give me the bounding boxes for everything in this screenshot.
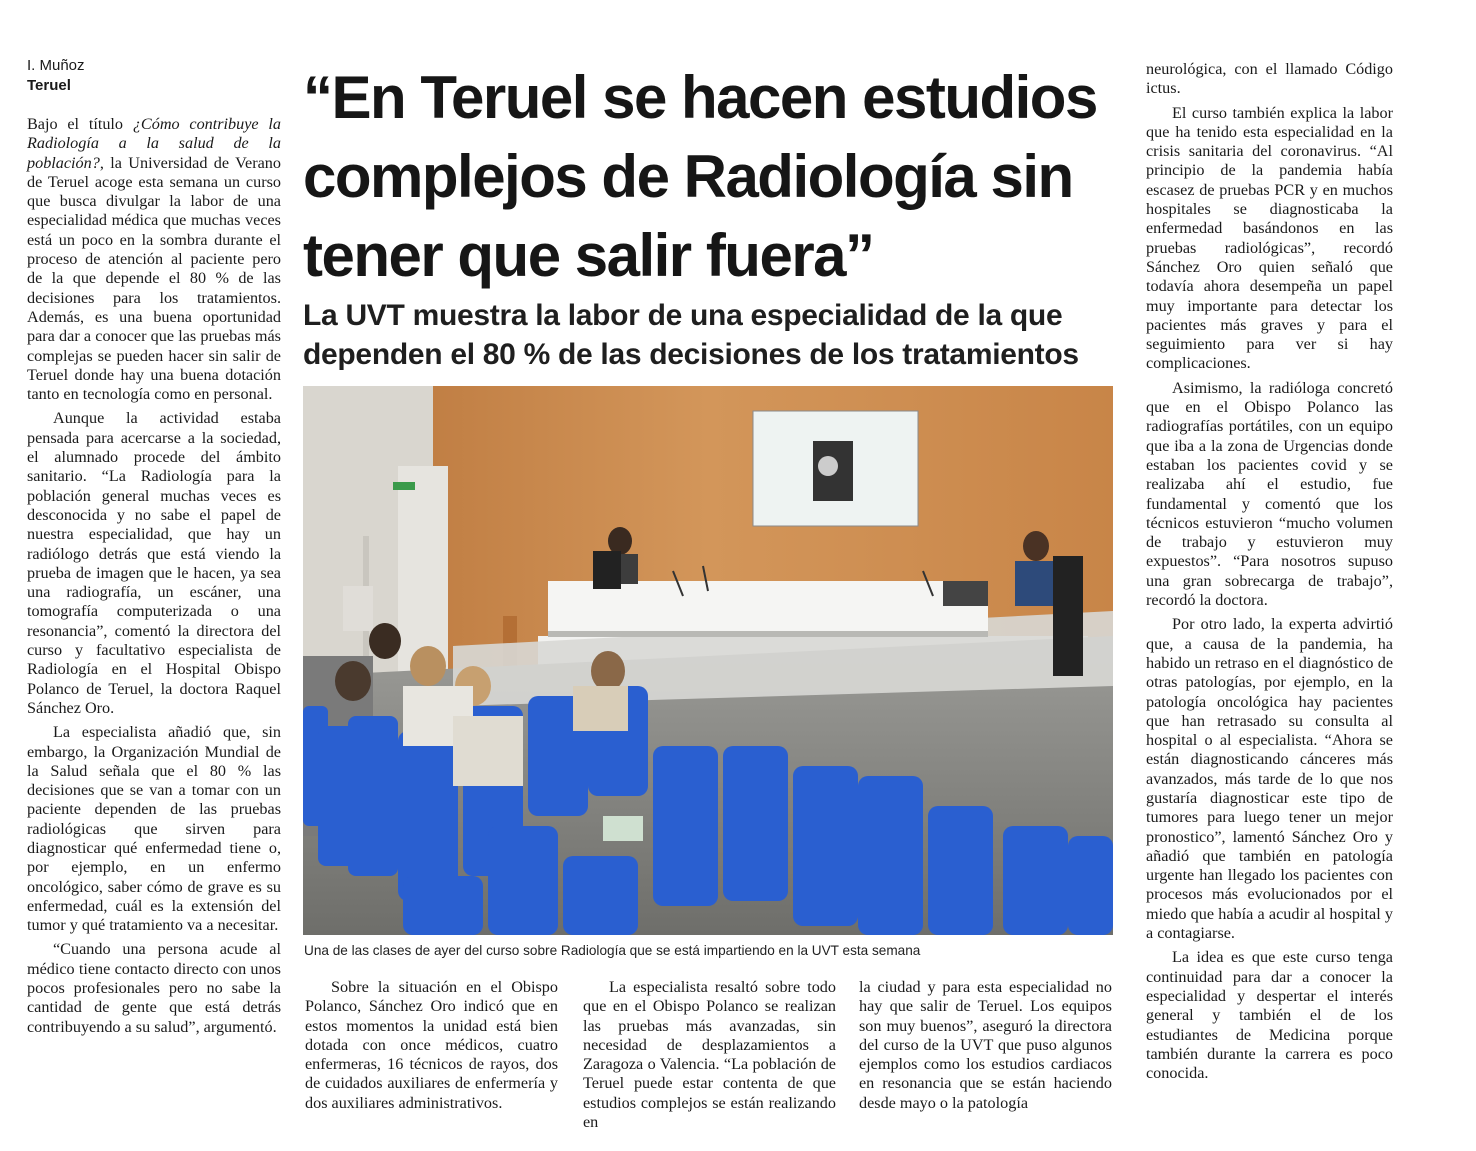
paragraph: neurológica, con el llamado Código ictus. xyxy=(1146,60,1393,98)
paragraph: La especialista resaltó sobre todo que en el Obispo Polanco se realizan las pruebas más avanzadas, sin necesidad de desplazamientos a Zaragoza o Valencia. “La población de Teruel puede estar contenta de que estudios complejos se están realizando en xyxy=(583,978,836,1132)
paragraph: Aunque la actividad estaba pensada para acercarse a la sociedad, el alumnado procede del ámbito sanitario. “La Radiología para la población general muchas veces es desconocida y no sabe el papel de nuestra especialidad, que hay un radiólogo detrás que está viendo la prueba de imagen que le hacen, ya sea una radiografía, un escáner, una tomografía computerizada o una resonancia”, comentó la directora del curso y facultativo especialista de Radiología en el Hospital Obispo Polanco de Teruel, la doctora Raquel Sánchez Oro. xyxy=(27,409,281,717)
article-column-4 xyxy=(583,978,836,1132)
author-name: I. Muñoz xyxy=(27,57,85,74)
classroom-photo-illustration xyxy=(303,386,1113,935)
article-column-1 xyxy=(27,115,281,1037)
text-run: , la Universidad de Verano de Teruel acoge esta semana un curso que busca divulgar la labor de una especialidad médica que muchas veces está un poco en la sombra durante el proceso de atención al paciente pero de la que depende el 80 % de las decisiones para los tratamientos. Además, es una buena oportunidad para dar a conocer que las pruebas más complejas se pueden hacer sin salir de Teruel donde hay una buena dotación tanto en tecnología como en personal. xyxy=(27,153,281,404)
paragraph: El curso también explica la labor que ha tenido esta especialidad en la crisis sanitaria del coronavirus. “Al principio de la pandemia había escasez de pruebas PCR y en muchos hospitales se diagnosticaba la enfermedad basándonos en las pruebas radiológicas”, recordó Sánchez Oro quien señaló que todavía ahora desempeña un papel muy importante para detectar los pacientes más graves y para el seguimiento para ver si hay complicaciones. xyxy=(1146,103,1393,373)
subheadline: La UVT muestra la labor de una especialidad de la que dependen el 80 % de las decisiones de los tratamientos xyxy=(303,299,1079,371)
course-title: ¿Cómo contribuye la Radiología a la salud de la población? xyxy=(27,115,281,172)
paragraph: Sobre la situación en el Obispo Polanco, Sánchez Oro indicó que en estos momentos la unidad está bien dotada con once médicos, cuatro enfermeras, 16 técnicos de rayos, dos de cuidados auxiliares de enfermería y dos auxiliares administrativos. xyxy=(305,978,558,1112)
paragraph xyxy=(27,115,281,404)
paragraph: la ciudad y para esta especialidad no hay que salir de Teruel. Los equipos son muy buenos”, aseguró la directora del curso de la UVT que puso algunos ejemplos como los estudios cardiacos en resonancia que se están haciendo desde mayo o la patología xyxy=(859,978,1112,1112)
paragraph: La especialista añadió que, sin embargo, la Organización Mundial de la Salud señala que el 80 % las decisiones que se van a tomar con un paciente dependen de las pruebas radiológicas que sirven para diagnosticar qué enfermedad tiene o, por ejemplo, en un enfermo oncológico, saber cómo de grave es su enfermedad, cuál es la extensión del tumor y qué tratamiento va a necesitar. xyxy=(27,723,281,935)
text-run: Bajo el título xyxy=(27,115,133,133)
paragraph: La idea es que este curso tenga continuidad para dar a conocer la especialidad y despertar el interés general y también el de los estudiantes de Medicina porque también durante la carrera es poco conocida. xyxy=(1146,948,1393,1083)
article-column-5 xyxy=(859,978,1112,1113)
byline xyxy=(27,56,85,96)
paragraph: Asimismo, la radióloga concretó que en el Obispo Polanco las radiografías portátiles, con un equipo que iba a la zona de Urgencias donde estaban los pacientes covid y se realizaba ahí el estudio, fue fundamental y comentó que los técnicos estuvieron “mucho volumen de trabajo y estuvieron muy expuestos”. “Para nosotros supuso una gran sobrecarga de trabajo”, recordó la doctora. xyxy=(1146,378,1393,610)
headline: “En Teruel se hacen estudios complejos de Radiología sin tener que salir fuera” xyxy=(303,64,1097,289)
paragraph: “Cuando una persona acude al médico tiene contacto directo con unos pocos profesionales pero no sabe la cantidad de gente que está detrás contribuyendo a su salud”, argumentó. xyxy=(27,940,281,1036)
article-photo xyxy=(303,386,1113,935)
article-column-2 xyxy=(1146,60,1393,1083)
paragraph: Por otro lado, la experta advirtió que, a causa de la pandemia, ha habido un retraso en el diagnóstico de otras patologías, por ejemplo, en la patología oncológica hay pacientes que han retrasado su consulta al hospital o al especialista. “Ahora se están diagnosticando cánceres más avanzados, más tarde de lo que nos gustaría diagnosticar este tipo de tumores para luego tener un mejor pronostico”, lamentó Sánchez Oro y añadió que también en patología urgente han llegado los pacientes con procesos más evolucionados por el miedo que había a acudir al hospital y a contagiarse. xyxy=(1146,615,1393,943)
photo-caption: Una de las clases de ayer del curso sobre Radiología que se está impartiendo en la UVT esta semana xyxy=(304,943,921,958)
article-column-3 xyxy=(305,978,558,1113)
byline-location: Teruel xyxy=(27,77,71,94)
